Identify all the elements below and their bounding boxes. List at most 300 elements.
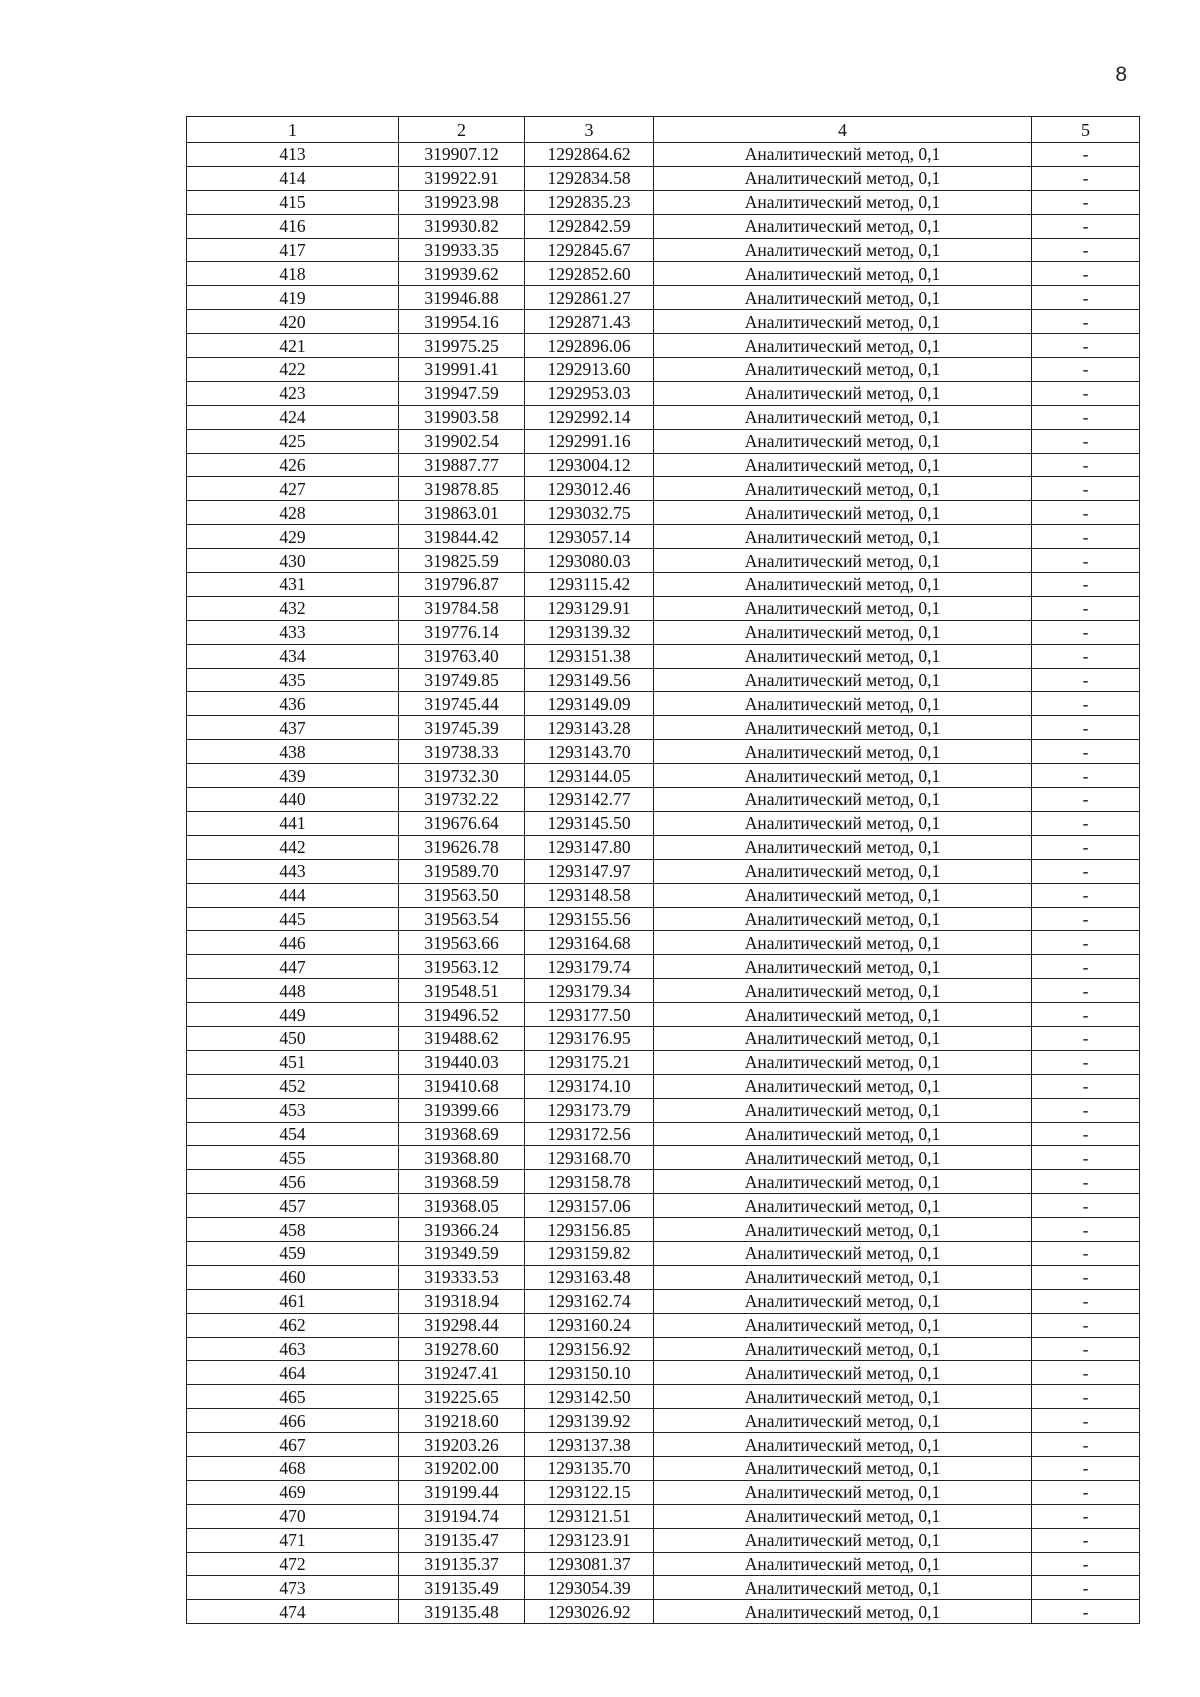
method-cell: Аналитический метод, 0,1 [654, 1576, 1032, 1600]
table-row [187, 1456, 1140, 1480]
x-coordinate-cell: 319930.82 [399, 214, 525, 238]
note-cell: - [1032, 477, 1140, 501]
table-row [187, 1074, 1140, 1098]
x-coordinate-cell: 319903.58 [399, 405, 525, 429]
table-row [187, 1218, 1140, 1242]
point-number-cell: 428 [187, 501, 399, 525]
point-number-cell: 464 [187, 1361, 399, 1385]
x-coordinate-cell: 319887.77 [399, 453, 525, 477]
x-coordinate-cell: 319776.14 [399, 620, 525, 644]
note-cell: - [1032, 1241, 1140, 1265]
table-row [187, 477, 1140, 501]
note-cell: - [1032, 1361, 1140, 1385]
x-coordinate-cell: 319247.41 [399, 1361, 525, 1385]
y-coordinate-cell: 1293080.03 [525, 549, 654, 573]
point-number-cell: 437 [187, 716, 399, 740]
y-coordinate-cell: 1293150.10 [525, 1361, 654, 1385]
y-coordinate-cell: 1293179.34 [525, 979, 654, 1003]
method-cell: Аналитический метод, 0,1 [654, 1289, 1032, 1313]
x-coordinate-cell: 319626.78 [399, 835, 525, 859]
method-cell: Аналитический метод, 0,1 [654, 620, 1032, 644]
method-cell: Аналитический метод, 0,1 [654, 501, 1032, 525]
point-number-cell: 416 [187, 214, 399, 238]
y-coordinate-cell: 1293143.70 [525, 740, 654, 764]
note-cell: - [1032, 1170, 1140, 1194]
table-row [187, 1313, 1140, 1337]
table-row [187, 1385, 1140, 1409]
method-cell: Аналитический метод, 0,1 [654, 429, 1032, 453]
x-coordinate-cell: 319368.05 [399, 1194, 525, 1218]
x-coordinate-cell: 319496.52 [399, 1003, 525, 1027]
x-coordinate-cell: 319589.70 [399, 859, 525, 883]
x-coordinate-cell: 319135.37 [399, 1552, 525, 1576]
point-number-cell: 443 [187, 859, 399, 883]
table-row [187, 1433, 1140, 1457]
method-cell: Аналитический метод, 0,1 [654, 525, 1032, 549]
point-number-cell: 419 [187, 286, 399, 310]
y-coordinate-cell: 1293149.09 [525, 692, 654, 716]
note-cell: - [1032, 262, 1140, 286]
point-number-cell: 442 [187, 835, 399, 859]
method-cell: Аналитический метод, 0,1 [654, 1265, 1032, 1289]
y-coordinate-cell: 1292842.59 [525, 214, 654, 238]
method-cell: Аналитический метод, 0,1 [654, 811, 1032, 835]
x-coordinate-cell: 319563.50 [399, 883, 525, 907]
table-row [187, 740, 1140, 764]
method-cell: Аналитический метод, 0,1 [654, 573, 1032, 597]
method-cell: Аналитический метод, 0,1 [654, 1456, 1032, 1480]
x-coordinate-cell: 319399.66 [399, 1098, 525, 1122]
note-cell: - [1032, 1409, 1140, 1433]
y-coordinate-cell: 1292835.23 [525, 190, 654, 214]
x-coordinate-cell: 319368.69 [399, 1122, 525, 1146]
note-cell: - [1032, 1050, 1140, 1074]
point-number-cell: 422 [187, 358, 399, 382]
x-coordinate-cell: 319933.35 [399, 238, 525, 262]
point-number-cell: 424 [187, 405, 399, 429]
table-row [187, 405, 1140, 429]
point-number-cell: 461 [187, 1289, 399, 1313]
x-coordinate-cell: 319135.47 [399, 1528, 525, 1552]
point-number-cell: 432 [187, 596, 399, 620]
table-row [187, 1265, 1140, 1289]
method-cell: Аналитический метод, 0,1 [654, 1313, 1032, 1337]
method-cell: Аналитический метод, 0,1 [654, 549, 1032, 573]
method-cell: Аналитический метод, 0,1 [654, 644, 1032, 668]
note-cell: - [1032, 549, 1140, 573]
note-cell: - [1032, 573, 1140, 597]
column-header-3: 3 [525, 117, 654, 143]
y-coordinate-cell: 1293139.32 [525, 620, 654, 644]
point-number-cell: 466 [187, 1409, 399, 1433]
point-number-cell: 440 [187, 788, 399, 812]
method-cell: Аналитический метод, 0,1 [654, 1241, 1032, 1265]
table-row [187, 859, 1140, 883]
y-coordinate-cell: 1293160.24 [525, 1313, 654, 1337]
note-cell: - [1032, 1146, 1140, 1170]
x-coordinate-cell: 319563.66 [399, 931, 525, 955]
method-cell: Аналитический метод, 0,1 [654, 1218, 1032, 1242]
note-cell: - [1032, 740, 1140, 764]
table-row [187, 334, 1140, 358]
x-coordinate-cell: 319563.12 [399, 955, 525, 979]
method-cell: Аналитический метод, 0,1 [654, 238, 1032, 262]
note-cell: - [1032, 883, 1140, 907]
y-coordinate-cell: 1293145.50 [525, 811, 654, 835]
note-cell: - [1032, 501, 1140, 525]
note-cell: - [1032, 453, 1140, 477]
y-coordinate-cell: 1293081.37 [525, 1552, 654, 1576]
table-row [187, 1576, 1140, 1600]
y-coordinate-cell: 1292871.43 [525, 310, 654, 334]
x-coordinate-cell: 319676.64 [399, 811, 525, 835]
note-cell: - [1032, 1433, 1140, 1457]
point-number-cell: 471 [187, 1528, 399, 1552]
note-cell: - [1032, 214, 1140, 238]
note-cell: - [1032, 931, 1140, 955]
table-row [187, 1003, 1140, 1027]
point-number-cell: 454 [187, 1122, 399, 1146]
x-coordinate-cell: 319738.33 [399, 740, 525, 764]
note-cell: - [1032, 1337, 1140, 1361]
x-coordinate-cell: 319563.54 [399, 907, 525, 931]
x-coordinate-cell: 319863.01 [399, 501, 525, 525]
method-cell: Аналитический метод, 0,1 [654, 1600, 1032, 1624]
method-cell: Аналитический метод, 0,1 [654, 310, 1032, 334]
column-header-2: 2 [399, 117, 525, 143]
x-coordinate-cell: 319975.25 [399, 334, 525, 358]
point-number-cell: 417 [187, 238, 399, 262]
note-cell: - [1032, 1313, 1140, 1337]
note-cell: - [1032, 166, 1140, 190]
point-number-cell: 415 [187, 190, 399, 214]
note-cell: - [1032, 1098, 1140, 1122]
point-number-cell: 457 [187, 1194, 399, 1218]
table-row [187, 596, 1140, 620]
x-coordinate-cell: 319745.44 [399, 692, 525, 716]
point-number-cell: 456 [187, 1170, 399, 1194]
note-cell: - [1032, 1480, 1140, 1504]
x-coordinate-cell: 319410.68 [399, 1074, 525, 1098]
note-cell: - [1032, 907, 1140, 931]
y-coordinate-cell: 1293026.92 [525, 1600, 654, 1624]
method-cell: Аналитический метод, 0,1 [654, 859, 1032, 883]
x-coordinate-cell: 319225.65 [399, 1385, 525, 1409]
point-number-cell: 434 [187, 644, 399, 668]
table-row [187, 166, 1140, 190]
y-coordinate-cell: 1293142.50 [525, 1385, 654, 1409]
y-coordinate-cell: 1293054.39 [525, 1576, 654, 1600]
coordinates-table [186, 116, 1140, 1624]
table-row [187, 788, 1140, 812]
y-coordinate-cell: 1292864.62 [525, 143, 654, 167]
x-coordinate-cell: 319991.41 [399, 358, 525, 382]
note-cell: - [1032, 979, 1140, 1003]
point-number-cell: 439 [187, 764, 399, 788]
y-coordinate-cell: 1292992.14 [525, 405, 654, 429]
method-cell: Аналитический метод, 0,1 [654, 835, 1032, 859]
note-cell: - [1032, 1552, 1140, 1576]
table-row [187, 1026, 1140, 1050]
method-cell: Аналитический метод, 0,1 [654, 1146, 1032, 1170]
table-row [187, 1098, 1140, 1122]
method-cell: Аналитический метод, 0,1 [654, 1409, 1032, 1433]
table-row [187, 286, 1140, 310]
x-coordinate-cell: 319796.87 [399, 573, 525, 597]
point-number-cell: 467 [187, 1433, 399, 1457]
table-row [187, 573, 1140, 597]
point-number-cell: 474 [187, 1600, 399, 1624]
point-number-cell: 453 [187, 1098, 399, 1122]
table-row [187, 883, 1140, 907]
method-cell: Аналитический метод, 0,1 [654, 907, 1032, 931]
point-number-cell: 435 [187, 668, 399, 692]
y-coordinate-cell: 1293157.06 [525, 1194, 654, 1218]
method-cell: Аналитический метод, 0,1 [654, 1050, 1032, 1074]
method-cell: Аналитический метод, 0,1 [654, 979, 1032, 1003]
note-cell: - [1032, 190, 1140, 214]
x-coordinate-cell: 319278.60 [399, 1337, 525, 1361]
point-number-cell: 468 [187, 1456, 399, 1480]
table-row [187, 955, 1140, 979]
point-number-cell: 413 [187, 143, 399, 167]
note-cell: - [1032, 835, 1140, 859]
note-cell: - [1032, 1218, 1140, 1242]
y-coordinate-cell: 1293163.48 [525, 1265, 654, 1289]
page-number: 8 [1115, 63, 1127, 86]
note-cell: - [1032, 525, 1140, 549]
method-cell: Аналитический метод, 0,1 [654, 716, 1032, 740]
method-cell: Аналитический метод, 0,1 [654, 358, 1032, 382]
note-cell: - [1032, 692, 1140, 716]
note-cell: - [1032, 1385, 1140, 1409]
y-coordinate-cell: 1293004.12 [525, 453, 654, 477]
table-row [187, 668, 1140, 692]
method-cell: Аналитический метод, 0,1 [654, 1385, 1032, 1409]
y-coordinate-cell: 1292845.67 [525, 238, 654, 262]
y-coordinate-cell: 1292834.58 [525, 166, 654, 190]
point-number-cell: 460 [187, 1265, 399, 1289]
table-row [187, 358, 1140, 382]
method-cell: Аналитический метод, 0,1 [654, 453, 1032, 477]
y-coordinate-cell: 1293123.91 [525, 1528, 654, 1552]
method-cell: Аналитический метод, 0,1 [654, 1098, 1032, 1122]
y-coordinate-cell: 1293159.82 [525, 1241, 654, 1265]
x-coordinate-cell: 319947.59 [399, 381, 525, 405]
point-number-cell: 444 [187, 883, 399, 907]
y-coordinate-cell: 1292896.06 [525, 334, 654, 358]
y-coordinate-cell: 1293177.50 [525, 1003, 654, 1027]
x-coordinate-cell: 319763.40 [399, 644, 525, 668]
table-row [187, 1552, 1140, 1576]
point-number-cell: 469 [187, 1480, 399, 1504]
x-coordinate-cell: 319349.59 [399, 1241, 525, 1265]
point-number-cell: 441 [187, 811, 399, 835]
note-cell: - [1032, 1576, 1140, 1600]
method-cell: Аналитический метод, 0,1 [654, 166, 1032, 190]
point-number-cell: 427 [187, 477, 399, 501]
method-cell: Аналитический метод, 0,1 [654, 190, 1032, 214]
column-header-5: 5 [1032, 117, 1140, 143]
table-row [187, 501, 1140, 525]
x-coordinate-cell: 319844.42 [399, 525, 525, 549]
y-coordinate-cell: 1293148.58 [525, 883, 654, 907]
table-row [187, 429, 1140, 453]
table-row [187, 1528, 1140, 1552]
point-number-cell: 451 [187, 1050, 399, 1074]
note-cell: - [1032, 788, 1140, 812]
note-cell: - [1032, 716, 1140, 740]
method-cell: Аналитический метод, 0,1 [654, 1337, 1032, 1361]
x-coordinate-cell: 319135.49 [399, 1576, 525, 1600]
point-number-cell: 470 [187, 1504, 399, 1528]
note-cell: - [1032, 1456, 1140, 1480]
note-cell: - [1032, 1026, 1140, 1050]
note-cell: - [1032, 143, 1140, 167]
table-row [187, 716, 1140, 740]
x-coordinate-cell: 319784.58 [399, 596, 525, 620]
method-cell: Аналитический метод, 0,1 [654, 1122, 1032, 1146]
x-coordinate-cell: 319135.48 [399, 1600, 525, 1624]
y-coordinate-cell: 1292913.60 [525, 358, 654, 382]
x-coordinate-cell: 319199.44 [399, 1480, 525, 1504]
table-row [187, 1480, 1140, 1504]
x-coordinate-cell: 319203.26 [399, 1433, 525, 1457]
x-coordinate-cell: 319218.60 [399, 1409, 525, 1433]
table-row [187, 143, 1140, 167]
table-row [187, 835, 1140, 859]
method-cell: Аналитический метод, 0,1 [654, 788, 1032, 812]
note-cell: - [1032, 596, 1140, 620]
x-coordinate-cell: 319318.94 [399, 1289, 525, 1313]
table-row [187, 310, 1140, 334]
note-cell: - [1032, 334, 1140, 358]
x-coordinate-cell: 319368.80 [399, 1146, 525, 1170]
method-cell: Аналитический метод, 0,1 [654, 931, 1032, 955]
y-coordinate-cell: 1293129.91 [525, 596, 654, 620]
method-cell: Аналитический метод, 0,1 [654, 1074, 1032, 1098]
method-cell: Аналитический метод, 0,1 [654, 214, 1032, 238]
y-coordinate-cell: 1293172.56 [525, 1122, 654, 1146]
method-cell: Аналитический метод, 0,1 [654, 1170, 1032, 1194]
method-cell: Аналитический метод, 0,1 [654, 262, 1032, 286]
y-coordinate-cell: 1293151.38 [525, 644, 654, 668]
note-cell: - [1032, 405, 1140, 429]
point-number-cell: 463 [187, 1337, 399, 1361]
note-cell: - [1032, 1265, 1140, 1289]
method-cell: Аналитический метод, 0,1 [654, 381, 1032, 405]
note-cell: - [1032, 238, 1140, 262]
table-row [187, 764, 1140, 788]
note-cell: - [1032, 286, 1140, 310]
point-number-cell: 450 [187, 1026, 399, 1050]
x-coordinate-cell: 319825.59 [399, 549, 525, 573]
method-cell: Аналитический метод, 0,1 [654, 286, 1032, 310]
y-coordinate-cell: 1293164.68 [525, 931, 654, 955]
table-row [187, 620, 1140, 644]
x-coordinate-cell: 319749.85 [399, 668, 525, 692]
note-cell: - [1032, 644, 1140, 668]
point-number-cell: 418 [187, 262, 399, 286]
note-cell: - [1032, 859, 1140, 883]
column-header-4: 4 [654, 117, 1032, 143]
note-cell: - [1032, 1122, 1140, 1146]
method-cell: Аналитический метод, 0,1 [654, 1003, 1032, 1027]
y-coordinate-cell: 1292861.27 [525, 286, 654, 310]
point-number-cell: 436 [187, 692, 399, 716]
method-cell: Аналитический метод, 0,1 [654, 477, 1032, 501]
note-cell: - [1032, 358, 1140, 382]
point-number-cell: 462 [187, 1313, 399, 1337]
x-coordinate-cell: 319194.74 [399, 1504, 525, 1528]
point-number-cell: 445 [187, 907, 399, 931]
y-coordinate-cell: 1293176.95 [525, 1026, 654, 1050]
table-row [187, 1361, 1140, 1385]
y-coordinate-cell: 1293032.75 [525, 501, 654, 525]
y-coordinate-cell: 1293144.05 [525, 764, 654, 788]
table-row [187, 238, 1140, 262]
method-cell: Аналитический метод, 0,1 [654, 1504, 1032, 1528]
x-coordinate-cell: 319939.62 [399, 262, 525, 286]
point-number-cell: 420 [187, 310, 399, 334]
x-coordinate-cell: 319745.39 [399, 716, 525, 740]
point-number-cell: 423 [187, 381, 399, 405]
y-coordinate-cell: 1293179.74 [525, 955, 654, 979]
table-row [187, 262, 1140, 286]
method-cell: Аналитический метод, 0,1 [654, 668, 1032, 692]
point-number-cell: 426 [187, 453, 399, 477]
point-number-cell: 414 [187, 166, 399, 190]
table-row [187, 1050, 1140, 1074]
x-coordinate-cell: 319922.91 [399, 166, 525, 190]
point-number-cell: 425 [187, 429, 399, 453]
table-row [187, 1146, 1140, 1170]
point-number-cell: 458 [187, 1218, 399, 1242]
x-coordinate-cell: 319488.62 [399, 1026, 525, 1050]
table-row [187, 644, 1140, 668]
method-cell: Аналитический метод, 0,1 [654, 1528, 1032, 1552]
method-cell: Аналитический метод, 0,1 [654, 764, 1032, 788]
table-row [187, 1289, 1140, 1313]
point-number-cell: 438 [187, 740, 399, 764]
point-number-cell: 465 [187, 1385, 399, 1409]
table-row [187, 1170, 1140, 1194]
x-coordinate-cell: 319907.12 [399, 143, 525, 167]
note-cell: - [1032, 764, 1140, 788]
note-cell: - [1032, 1600, 1140, 1624]
x-coordinate-cell: 319923.98 [399, 190, 525, 214]
y-coordinate-cell: 1293174.10 [525, 1074, 654, 1098]
table-row [187, 692, 1140, 716]
table-row [187, 907, 1140, 931]
note-cell: - [1032, 429, 1140, 453]
method-cell: Аналитический метод, 0,1 [654, 1361, 1032, 1385]
column-header-1: 1 [187, 117, 399, 143]
method-cell: Аналитический метод, 0,1 [654, 1194, 1032, 1218]
y-coordinate-cell: 1293135.70 [525, 1456, 654, 1480]
point-number-cell: 455 [187, 1146, 399, 1170]
point-number-cell: 447 [187, 955, 399, 979]
table-row [187, 1409, 1140, 1433]
x-coordinate-cell: 319732.30 [399, 764, 525, 788]
method-cell: Аналитический метод, 0,1 [654, 955, 1032, 979]
point-number-cell: 448 [187, 979, 399, 1003]
table-row [187, 1194, 1140, 1218]
method-cell: Аналитический метод, 0,1 [654, 334, 1032, 358]
y-coordinate-cell: 1293057.14 [525, 525, 654, 549]
x-coordinate-cell: 319202.00 [399, 1456, 525, 1480]
point-number-cell: 421 [187, 334, 399, 358]
